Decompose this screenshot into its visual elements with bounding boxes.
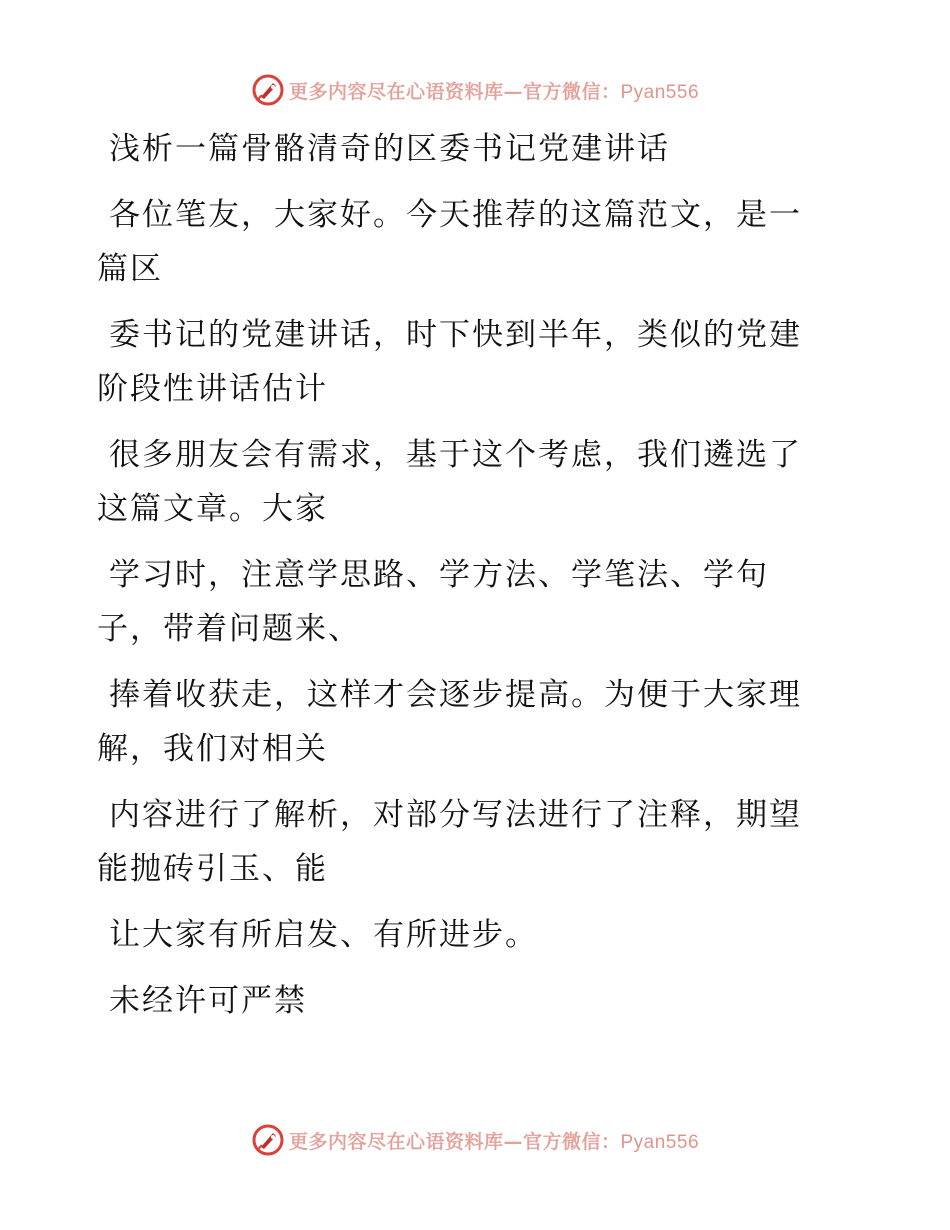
header-watermark <box>0 70 950 110</box>
paragraph: 捧着收获走，这样才会逐步提高。为便于大家理 解，我们对相关 <box>97 677 802 767</box>
pen-nib-logo-icon <box>251 73 285 107</box>
document-body <box>97 122 837 1028</box>
watermark-account: Pyan556 <box>620 1131 700 1153</box>
paragraph: 各位笔友，大家好。今天推荐的这篇范文，是一 篇区 <box>97 197 802 287</box>
paragraph: 委书记的党建讲话，时下快到半年，类似的党建 阶段性讲话估计 <box>97 317 802 407</box>
paragraph: 很多朋友会有需求，基于这个考虑，我们遴选了 这篇文章。大家 <box>97 437 802 527</box>
footer-watermark <box>0 1120 950 1160</box>
paragraph: 让大家有所启发、有所进步。 <box>109 917 538 953</box>
watermark-text: 更多内容尽在心语资料库—官方微信：Pyan556 <box>288 80 700 103</box>
document-title: 浅析一篇骨骼清奇的区委书记党建讲话 <box>109 131 670 167</box>
paragraph: 未经许可严禁 <box>109 983 307 1019</box>
pen-nib-logo-icon <box>251 1123 285 1157</box>
paragraph: 学习时，注意学思路、学方法、学笔法、学句 子，带着问题来、 <box>97 557 769 647</box>
paragraph: 内容进行了解析，对部分写法进行了注释，期望 能抛砖引玉、能 <box>97 797 802 887</box>
watermark-text: 更多内容尽在心语资料库—官方微信：Pyan556 <box>288 1130 700 1153</box>
watermark-account: Pyan556 <box>620 81 700 103</box>
